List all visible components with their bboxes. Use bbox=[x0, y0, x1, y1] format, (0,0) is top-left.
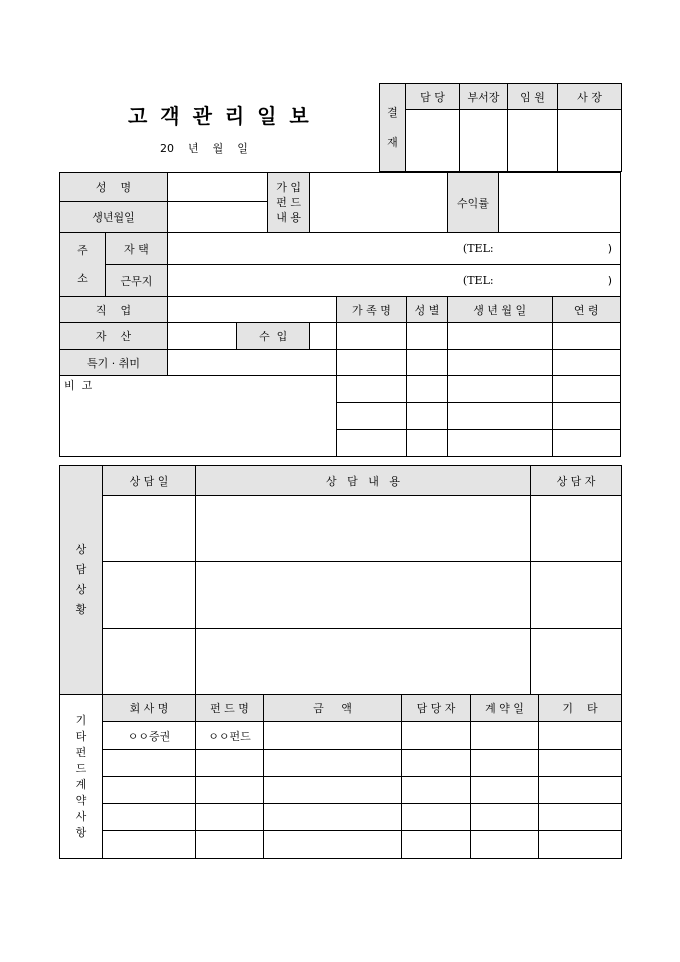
family-header-birth: 생 년 월 일 bbox=[447, 297, 552, 323]
asset-field[interactable] bbox=[167, 323, 236, 350]
other-amount-cell[interactable] bbox=[264, 722, 402, 750]
other-manager-cell[interactable] bbox=[402, 750, 471, 777]
approval-role-dept-head: 부서장 bbox=[460, 84, 508, 110]
approval-sign-president[interactable] bbox=[558, 110, 622, 172]
page-title: 고 객 관 리 일 보 bbox=[128, 104, 312, 128]
consult-date-cell[interactable] bbox=[103, 629, 196, 695]
approval-sign-staff[interactable] bbox=[406, 110, 460, 172]
name-label: 성 명 bbox=[60, 173, 168, 202]
consult-header-date: 상 담 일 bbox=[103, 466, 196, 496]
income-field[interactable] bbox=[310, 323, 337, 350]
family-cell[interactable] bbox=[407, 403, 448, 430]
approval-role-president: 사 장 bbox=[558, 84, 622, 110]
birth-field[interactable] bbox=[167, 202, 267, 233]
work-tel-label: (TEL: bbox=[462, 273, 494, 287]
other-date-cell[interactable] bbox=[471, 722, 539, 750]
family-cell[interactable] bbox=[407, 430, 448, 457]
consult-person-cell[interactable] bbox=[531, 562, 622, 629]
work-tel-close: ) bbox=[607, 273, 612, 287]
consult-person-cell[interactable] bbox=[531, 629, 622, 695]
family-cell[interactable] bbox=[336, 350, 407, 376]
approval-sign-executive[interactable] bbox=[508, 110, 558, 172]
other-company-cell[interactable] bbox=[103, 831, 196, 859]
home-tel-label: (TEL: bbox=[462, 241, 494, 255]
other-company-cell[interactable] bbox=[103, 804, 196, 831]
other-manager-cell[interactable] bbox=[402, 777, 471, 804]
name-field[interactable] bbox=[167, 173, 267, 202]
note-field[interactable] bbox=[60, 376, 337, 457]
other-manager-cell[interactable] bbox=[402, 804, 471, 831]
other-manager-cell[interactable] bbox=[402, 831, 471, 859]
consult-date-cell[interactable] bbox=[103, 496, 196, 562]
approval-role-staff: 담 당 bbox=[406, 84, 460, 110]
other-date-cell[interactable] bbox=[471, 777, 539, 804]
home-label: 자 택 bbox=[105, 233, 167, 265]
approval-table bbox=[379, 83, 622, 172]
approval-sign-dept-head[interactable] bbox=[460, 110, 508, 172]
other-date-cell[interactable] bbox=[471, 804, 539, 831]
family-cell[interactable] bbox=[447, 376, 552, 403]
other-header-etc: 기 타 bbox=[539, 695, 622, 722]
other-amount-cell[interactable] bbox=[264, 777, 402, 804]
family-cell[interactable] bbox=[407, 350, 448, 376]
address-label: 주 소 bbox=[60, 233, 106, 297]
other-company-cell[interactable] bbox=[103, 777, 196, 804]
other-amount-cell[interactable] bbox=[264, 831, 402, 859]
other-header-amount: 금 액 bbox=[264, 695, 402, 722]
consult-person-cell[interactable] bbox=[531, 496, 622, 562]
approval-label: 결 재 bbox=[380, 84, 406, 172]
home-tel-close: ) bbox=[607, 241, 612, 255]
consult-content-cell[interactable] bbox=[196, 629, 531, 695]
other-company-cell[interactable] bbox=[103, 750, 196, 777]
other-fund-cell[interactable]: ㅇㅇ펀드 bbox=[196, 722, 264, 750]
family-cell[interactable] bbox=[447, 403, 552, 430]
asset-label: 자 산 bbox=[60, 323, 168, 350]
family-cell[interactable] bbox=[552, 323, 620, 350]
job-field[interactable] bbox=[167, 297, 336, 323]
family-cell[interactable] bbox=[336, 403, 407, 430]
other-header-fund: 펀 드 명 bbox=[196, 695, 264, 722]
other-fund-table bbox=[59, 694, 622, 859]
income-label: 수 입 bbox=[237, 323, 310, 350]
home-address-field[interactable] bbox=[167, 233, 620, 265]
consult-content-cell[interactable] bbox=[196, 496, 531, 562]
hobby-field[interactable] bbox=[167, 350, 336, 376]
other-etc-cell[interactable] bbox=[539, 750, 622, 777]
other-fund-cell[interactable] bbox=[196, 804, 264, 831]
other-fund-cell[interactable] bbox=[196, 750, 264, 777]
consult-content-cell[interactable] bbox=[196, 562, 531, 629]
family-cell[interactable] bbox=[552, 403, 620, 430]
family-cell[interactable] bbox=[447, 350, 552, 376]
family-cell[interactable] bbox=[407, 376, 448, 403]
other-amount-cell[interactable] bbox=[264, 750, 402, 777]
yield-label: 수익률 bbox=[447, 173, 498, 233]
work-label: 근무지 bbox=[105, 265, 167, 297]
other-fund-cell[interactable] bbox=[196, 831, 264, 859]
other-date-cell[interactable] bbox=[471, 750, 539, 777]
other-manager-cell[interactable] bbox=[402, 722, 471, 750]
hobby-label: 특기 · 취미 bbox=[60, 350, 168, 376]
work-address-field[interactable] bbox=[167, 265, 620, 297]
family-cell[interactable] bbox=[407, 323, 448, 350]
family-cell[interactable] bbox=[336, 376, 407, 403]
consult-header-person: 상 담 자 bbox=[531, 466, 622, 496]
birth-label: 생년월일 bbox=[60, 202, 168, 233]
other-etc-cell[interactable] bbox=[539, 722, 622, 750]
other-etc-cell[interactable] bbox=[539, 831, 622, 859]
consult-date-cell[interactable] bbox=[103, 562, 196, 629]
job-label: 직 업 bbox=[60, 297, 168, 323]
consult-header-content: 상 담 내 용 bbox=[196, 466, 531, 496]
consult-side-label: 상 담 상 황 bbox=[60, 466, 103, 695]
note-label: 비 고 bbox=[64, 379, 93, 392]
other-etc-cell[interactable] bbox=[539, 777, 622, 804]
fund-label: 가 입 펀 드 내 용 bbox=[268, 173, 310, 233]
yield-field[interactable] bbox=[499, 173, 621, 233]
family-header-gender: 성 별 bbox=[407, 297, 448, 323]
other-company-cell[interactable]: ㅇㅇ증권 bbox=[103, 722, 196, 750]
family-cell[interactable] bbox=[552, 376, 620, 403]
other-date-cell[interactable] bbox=[471, 831, 539, 859]
date-line: 20 년 월 일 bbox=[160, 142, 248, 155]
other-amount-cell[interactable] bbox=[264, 804, 402, 831]
family-cell[interactable] bbox=[336, 430, 407, 457]
family-cell[interactable] bbox=[552, 350, 620, 376]
family-header-age: 연 령 bbox=[552, 297, 620, 323]
family-cell[interactable] bbox=[447, 323, 552, 350]
other-header-contract-date: 계 약 일 bbox=[471, 695, 539, 722]
approval-role-executive: 임 원 bbox=[508, 84, 558, 110]
family-header-name: 가 족 명 bbox=[336, 297, 407, 323]
other-etc-cell[interactable] bbox=[539, 804, 622, 831]
family-cell[interactable] bbox=[336, 323, 407, 350]
other-side-label: 기 타 펀 드 계 약 사 항 bbox=[60, 695, 103, 859]
other-header-manager: 담 당 자 bbox=[402, 695, 471, 722]
family-cell[interactable] bbox=[447, 430, 552, 457]
family-cell[interactable] bbox=[552, 430, 620, 457]
customer-info-table bbox=[59, 172, 621, 457]
other-header-company: 회 사 명 bbox=[103, 695, 196, 722]
consult-table bbox=[59, 465, 622, 695]
fund-field[interactable] bbox=[310, 173, 448, 233]
other-fund-cell[interactable] bbox=[196, 777, 264, 804]
